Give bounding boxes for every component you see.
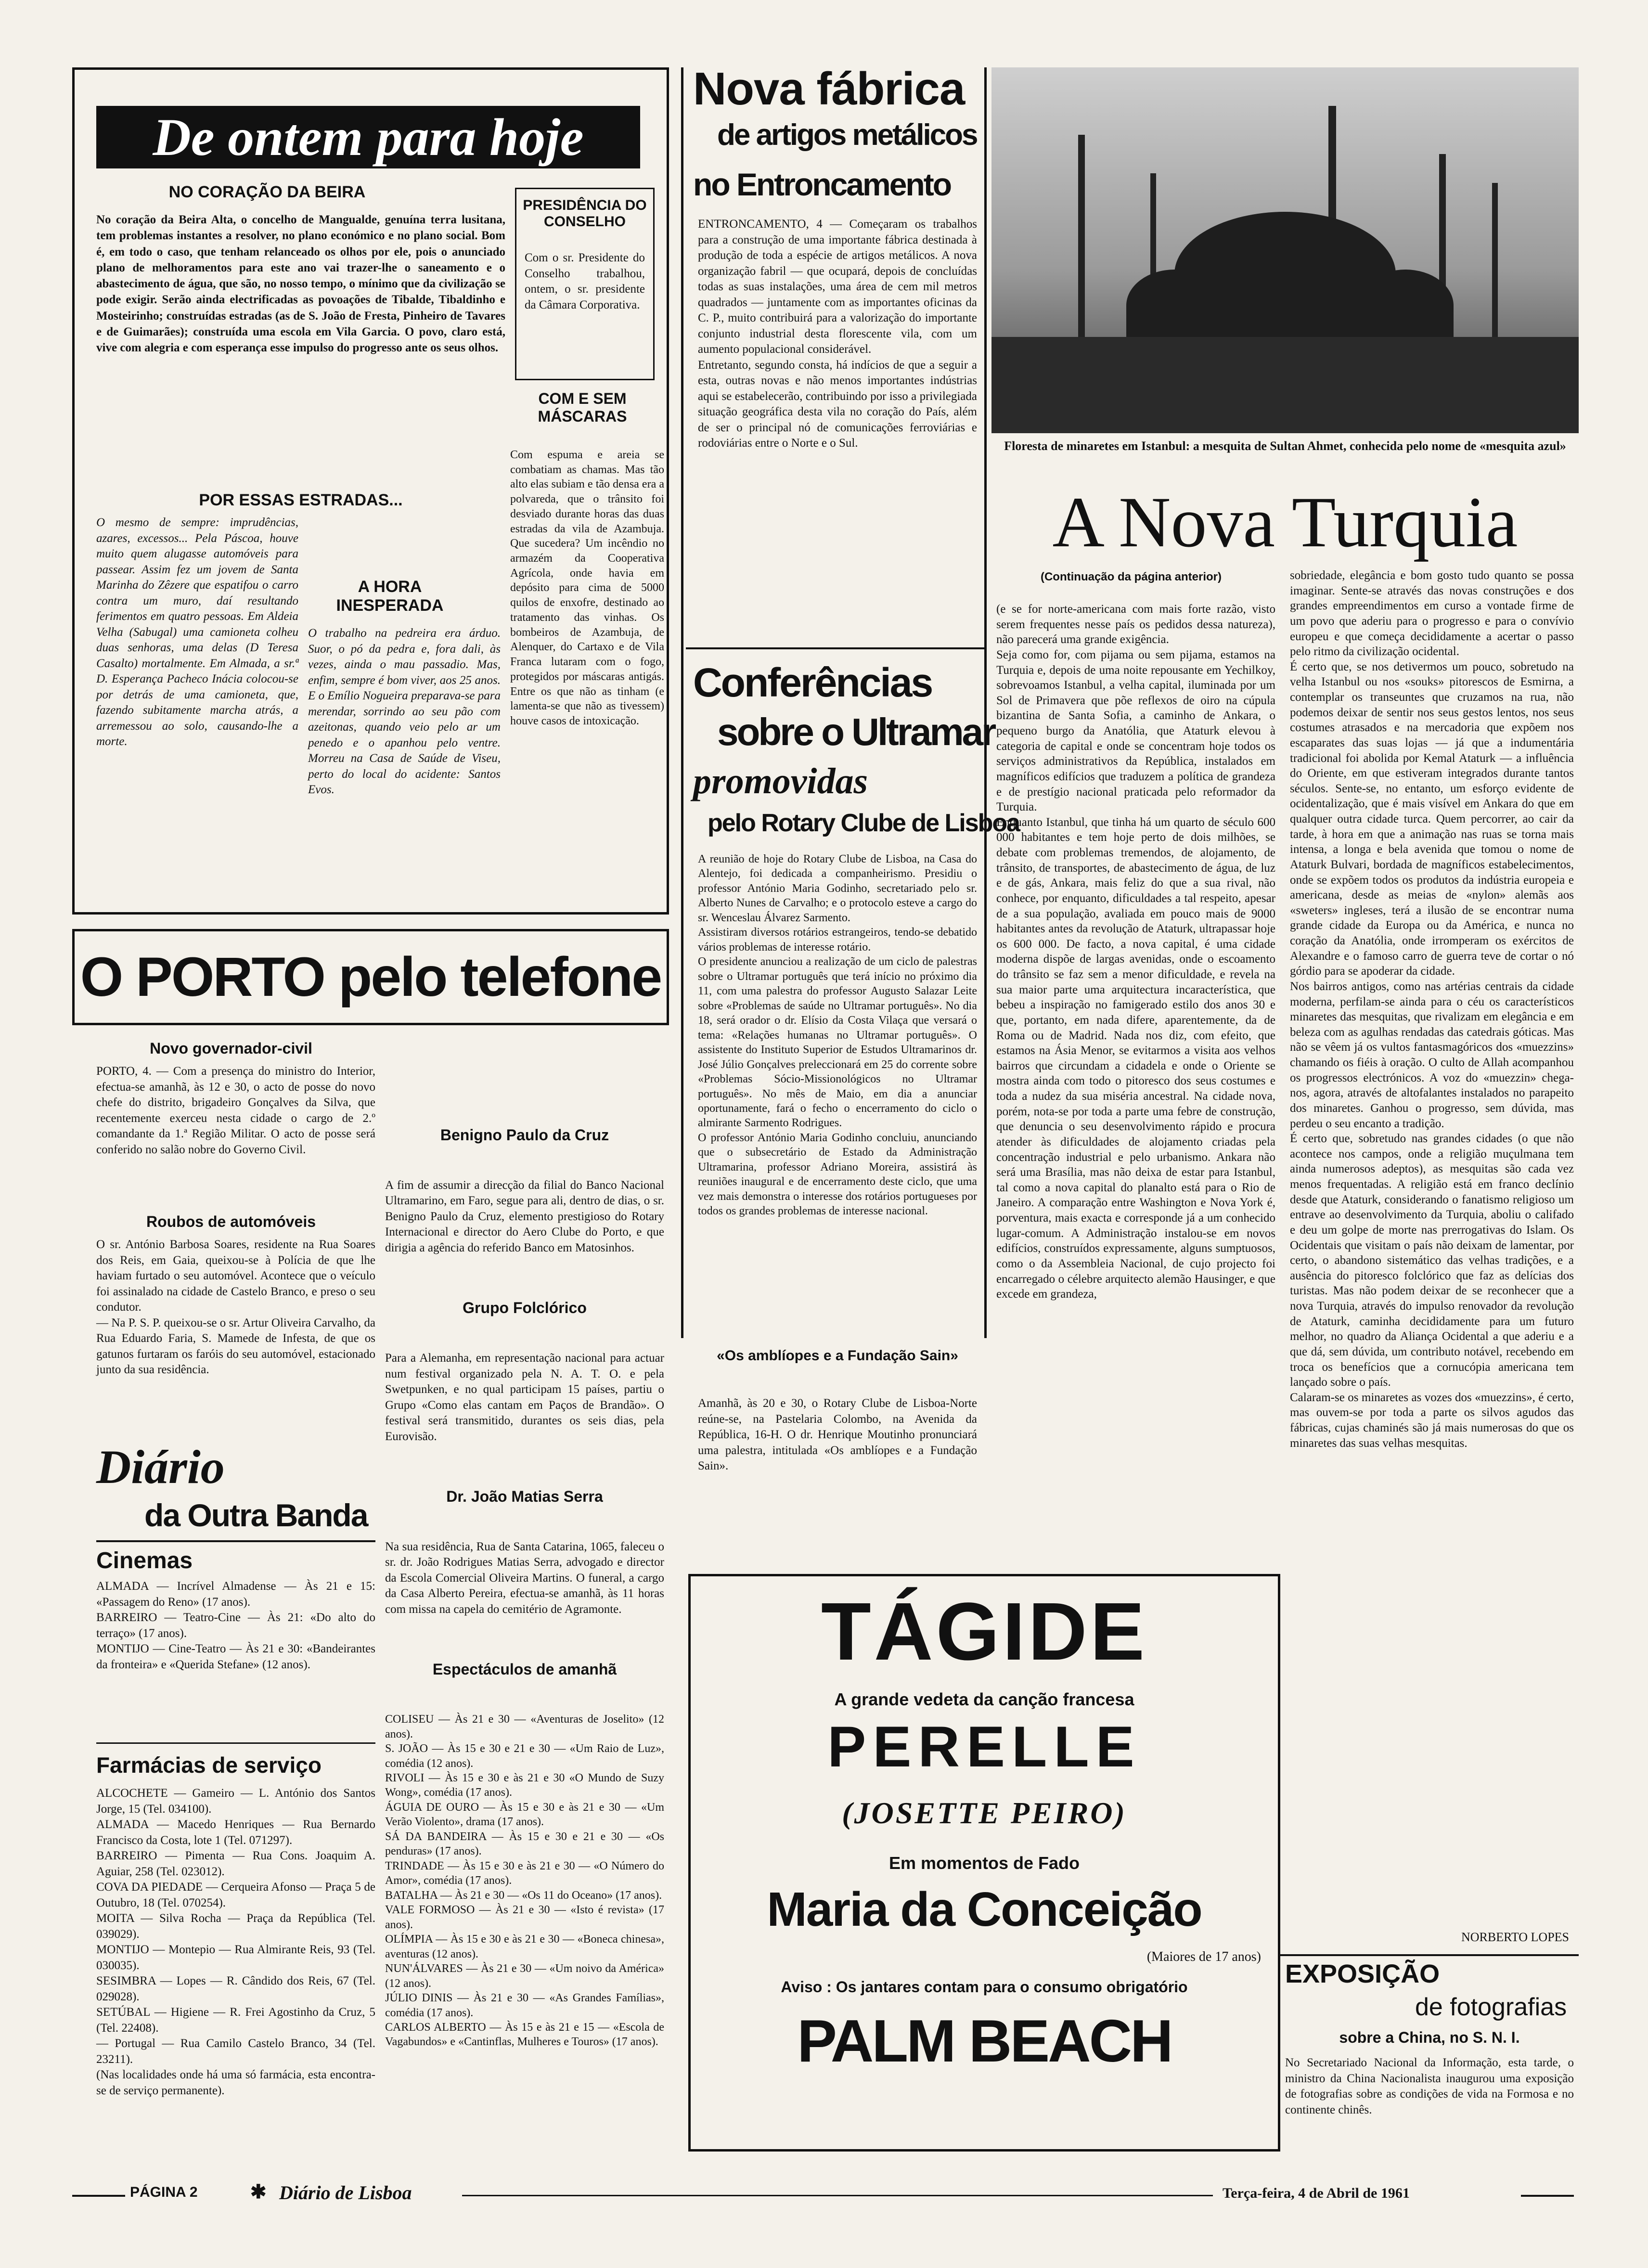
estradas-title: POR ESSAS ESTRADAS... (199, 491, 403, 509)
conf-h4: pelo Rotary Clube de Lisboa (708, 809, 1020, 837)
ad-star3: Maria da Conceição (767, 1882, 1202, 1936)
hora-title: A HORA INESPERADA (336, 578, 444, 615)
conf-h2: sobre o Ultramar (717, 710, 995, 753)
espect-title: Espectáculos de amanhã (432, 1660, 617, 1678)
coracao-text: No coração da Beira Alta, o concelho de Mangualde, genuína terra lusitana, tem problemas instantes a resolver, no plano económico e no plano social. Bom é, em todo o caso, que tenham relanceado os olhos por ele, pois o anunciado plano de melhoramentos para este ano vai trazer-lhe o saneamento e o abastecimento de água, que são, no nosso tempo, o mínimo que da civilização se pode exigir. Serão ainda electrificadas as povoações de Tibalde, Tibaldinho e Mosteirinho; construídas estradas (as de S. João de Fresta, Pinheiro de Tavares e de Guimarães); construída uma escola em Vila Garcia. O povo, claro está, vive com alegria e com esperança esse impulso do progresso ante os seus olhos. (96, 213, 505, 354)
mascaras-text: Com espuma e areia se combatiam as chamas. Mas tão alto elas subiam e tão densa era a polvareda, que o trânsito foi desviado durante horas das duas estradas da vila de Azambuja. Que sucedera? Um incêndio no armazém da Cooperativa Agrícola, onde havia em depósito para cima de 5000 quilos de enxofre, destinado ao tratamento das vinhas. Os bombeiros de Azambuja, de Alenquer, do Cartaxo e de Vila Franca lutaram com o fogo, protegidos por máscaras antigás. Entre os que não as tinham (e lamenta-se que não as tivessem) houve casos de intoxicação. (510, 449, 664, 727)
fabrica-h3: no Entroncamento (693, 167, 951, 202)
expo-rule (1280, 1954, 1579, 1956)
footer-page: PÁGINA 2 (130, 2184, 198, 2200)
expo-text: No Secretariado Nacional da Informação, esta tarde, o ministro da China Nacionalista inaugurou uma exposição de fotografias sobre as condições de vida na Formosa e no continente chinês. (1285, 2056, 1574, 2116)
mosque-photo (991, 67, 1579, 433)
ad-line1: A grande vedeta da canção francesa (834, 1689, 1134, 1709)
joao-text: Na sua residência, Rua de Santa Catarina, 1065, faleceu o sr. dr. João Rodrigues Matias Serra, advogado e director da Escola Comercial Oliveira Martins. O funeral, a cargo da Casa Alberto Pereira, efectua-se amanhã, às 11 horas com missa na capela do cemitério de Agramonte. (385, 1540, 664, 1616)
conf-h1: Conferências (693, 660, 932, 705)
farm-text: ALCOCHETE — Gameiro — L. António dos Santos Jorge, 15 (Tel. 034100). ALMADA — Macedo Henriques — Rua Bernardo Francisco da Costa, lote 1 (Tel. 071297). BARREIRO — Pimenta — Rua Cons. Joaquim A. Aguiar, 258 (Tel. 023012). COVA DA PIEDADE — Cerqueira Afonso — Praça 5 de Outubro, 18 (Tel. 070254). MOITA — Silva Rocha — Praça da República (Tel. 039029). MONTIJO — Montepio — Rua Almirante Reis, 93 (Tel. 030035). SESIMBRA — Lopes — R. Cândido dos Reis, 67 (Tel. 029028). SETÚBAL — Higiene — R. Frei Agostinho da Cruz, 5 (Tel. 22408). — Portugal — Rua Camilo Castelo Branco, 34 (Tel. 23211). (Nas localidades onde há uma só farmácia, esta encontra-se de serviço permanente). (96, 1787, 375, 2097)
roubos-text: O sr. António Barbosa Soares, residente na Rua Soares dos Reis, em Gaia, queixou-se à Polícia de que lhe haviam furtado o seu automóvel. Acontece que o veículo foi assinalado na cidade de Castelo Branco, e preso o seu condutor. — Na P. S. P. queixou-se o sr. Artur Oliveira Carvalho, da Rua Eduardo Faria, S. Mamede de Infesta, de que os gatunos furtaram os faróis do seu automóvel, estacionado junto da sua residência. (96, 1238, 375, 1376)
outra-banda-title1: Diário (96, 1440, 225, 1494)
mid-left-rule (681, 67, 683, 1338)
roubos-title: Roubos de automóveis (146, 1213, 316, 1230)
ad-star: PERELLE (827, 1714, 1141, 1779)
ad-star2: (JOSETTE PEIRO) (842, 1796, 1127, 1830)
grupo-title: Grupo Folclórico (463, 1299, 587, 1316)
fabrica-h1: Nova fábrica (693, 63, 965, 115)
side-dome (1126, 270, 1223, 342)
turquia-col2: sobriedade, elegância e bom gosto tudo quanto se possa imaginar. Sente-se através das novas construções e dos grandes empreendimentos em curso a vontade firme de um povo que aderiu para o progresso e para o convívio europeu e que começa decididamente a acertar o passo pelo ritmo da civilização ocidental. É certo que, se nos detivermos um pouco, sobretudo na velha Istanbul ou nos «souks» pitorescos de Esmirna, a contemplar os transeuntes que cruzamos na rua, não podemos deixar de sentir nos seus gestos lentos, nos seus costumes atrasados e na mercadoria que expõem nos escaparates das suas lojas — já que a indumentária tradicional foi abolida por Kemal Ataturk — a influência do Oriente, em que estiveram integrados durante tantos séculos. Sente-se, no entanto, um esforço evidente de ocidentalização, que é mais visível em Ankara do que em qualquer outra cidade turca. Quem percorrer, ao cair da tarde, à hora em que a animação nas ruas se torna mais intensa, a longa e bela avenida que tomou o nome de Ataturk Bulvari, bordada de magníficos estabelecimentos, onde se expõem todos os produtos da indústria europeia e americana, desde as meias de «nylon» alemãs aos «sweters» ingleses, terá a ilusão de se encontrar numa grande cidade da Europa ou da América, e nunca no coração da Anatólia, onde irromperam os exércitos de Alexandre e o famoso carro de guerra teve de cortar o nó górdio para se apoderar da cidade. Nos bairros antigos, como nas artérias centrais da cidade moderna, perfilam-se ainda para o céu os característicos minaretes das mesquitas, que rivalizam em elegância e em beleza com as agulhas rendadas das catedrais góticas. Mas não se vêem já os vultos fantasmagóricos dos «muezzins» chamando os fiéis à oração. O culto de Allah acompanhou os progressos electrónicos. A voz do «muezzin» chega-nos, agora, através de altofalantes instalados no parapeito dos minaretes. Ganhou o progresso, sem dúvida, mas perdeu o seu encanto a tradição. É certo que, sobretudo nas grandes cidades (o que não acontece nos campos, onde a religião muçulmana tem ainda numerosos adeptos), as mesquitas são cada vez menos frequentadas. A religião está em franco declínio desde que Ataturk, considerando o fanatismo religioso um entrave ao desenvolvimento da Turquia, aboliu o califado e deu um golpe de morte nas prerrogativas do Islam. Os Ocidentais que visitam o país não deixam de lamentar, por certo, o abandono sistemático das velhas tradições, e a ausência do pitoresco folclórico que faz as delícias dos turistas. Mas não podem deixar de se reconhecer que a nova Turquia, através do impulso renovador da revolução de Ataturk, caminha decididamente para um futuro melhor, no quadro da Aliança Ocidental a que aderiu e a que dá, sem dúvida, um contributo notável, recebendo em troca os benefícios que a cornucópia americana tem lançado sobre o país. Calaram-se os minaretes as vozes dos «muezzins», é certo, mas ouvem-se por toda a parte os silvos agudos das fábricas, cujas chaminés são já mais numerosas do que os minaretes das suas velhas mesquitas. (1290, 569, 1574, 1450)
ad-aviso: Aviso : Os jantares contam para o consumo obrigatório (781, 1978, 1188, 1996)
presidencia-text: Com o sr. Presidente do Conselho trabalhou, ontem, o sr. presidente da Câmara Corporativa. (525, 251, 645, 311)
grupo-text: Para a Alemanha, em representação nacional para actuar num festival organizado pela N. A. T. O. e pela Swetpunken, e no qual participam 15 países, partiu o Grupo «Como elas cantam em Paços de Brandão». O festival será transmitido, durantes os seis dias, pela Eurovisão. (385, 1352, 664, 1443)
gov-title: Novo governador-civil (150, 1040, 312, 1057)
gov-text: PORTO, 4. — Com a presença do ministro do Interior, efectua-se amanhã, às 12 e 30, o acto de posse do novo chefe do distrito, brigadeiro Gonçalves da Silva, que recentemente exerceu nesta cidade o cargo de 2.º comandante da 1.ª Região Militar. O acto de posse será conferido no salão nobre do Governo Civil. (96, 1065, 375, 1156)
espect-text: COLISEU — Às 21 e 30 — «Aventuras de Joselito» (12 anos). S. JOÃO — Às 15 e 30 e 21 e 30 — «Um Raio de Luz», comédia (12 anos). RIVOLI — Às 15 e 30 e às 21 e 30 «O Mundo de Suzy Wong», comédia (17 anos). ÁGUIA DE OURO — Às 15 e 30 e às 21 e 30 — «Um Verão Violento», drama (17 anos). SÁ DA BANDEIRA — Às 15 e 30 e 21 e 30 — «Os penduras» (17 anos). TRINDADE — Às 15 e 30 e às 21 e 30 — «O Número do Amor», comédia (17 anos). BATALHA — Às 21 e 30 — «Os 11 do Oceano» (17 anos). VALE FORMOSO — Às 21 e 30 — «Isto é revista» (17 anos). OLÍMPIA — Às 15 e 30 e às 21 e 30 — «Boneca chinesa», aventuras (12 anos). NUN'ÁLVARES — Às 21 e 30 — «Um noivo da América» (12 anos). JÚLIO DINIS — Às 21 e 30 — «As Grandes Famílias», comédia (17 anos). CARLOS ALBERTO — Às 15 e às 21 e 15 — «Escola de Vagabundos» e «Cantinflas, Mulheres e Touros» (17 anos). (385, 1713, 664, 2049)
joao-title: Dr. João Matias Serra (446, 1487, 603, 1505)
ambliopes-text: Amanhã, às 20 e 30, o Rotary Clube de Lisboa-Norte reúne-se, na Pastelaria Colombo, na Avenida da República, 16-H. O dr. Henrique Moutinho pronunciará uma palestra, intitulada «Os amblíopes e a Fundação Sain». (698, 1397, 980, 1472)
ambliopes-title: «Os amblíopes e a Fundação Sain» (717, 1348, 958, 1364)
footer-rule-mid (462, 2195, 1213, 2196)
photo-ground (991, 337, 1579, 433)
footer-star: ✱ (250, 2181, 267, 2203)
mid-right-rule (984, 67, 987, 1338)
turquia-author: NORBERTO LOPES (1461, 1930, 1569, 1944)
farm-title: Farmácias de serviço (96, 1753, 322, 1778)
turquia-subtitle: (Continuação da página anterior) (1040, 570, 1222, 583)
footer-rule-right (1521, 2195, 1574, 2197)
footer-rule-left (72, 2195, 125, 2197)
cinemas-text: ALMADA — Incrível Almadense — Às 21 e 15: «Passagem do Reno» (17 anos). BARREIRO — Teatro-Cine — Às 21: «Do alto do terraço» (17 anos). MONTIJO — Cine-Teatro — Às 21 e 30: «Bandeirantes da fronteira» e «Querida Stefane» (12 anos). (96, 1580, 375, 1671)
expo-subtitle: de fotografias (1415, 1993, 1567, 2021)
expo-title: EXPOSIÇÃO (1285, 1959, 1440, 1988)
photo-caption: Floresta de minaretes em Istanbul: a mesquita de Sultan Ahmet, conhecida pelo nome de «mesquita azul» (1004, 439, 1566, 453)
porto-banner: O PORTO pelo telefone (80, 946, 661, 1008)
footer-paper: Diário de Lisboa (279, 2182, 412, 2204)
porto-col2 (385, 1035, 664, 2142)
tagide-title: TÁGIDE (821, 1586, 1148, 1677)
benigno-text: A fim de assumir a direcção da filial do Banco Nacional Ultramarino, em Faro, segue para ali, dentro de dias, o sr. Benigno Paulo da Cruz, elemento prestigioso do Rotary Internacional e director do Aero Clube do Porto, e que dirigia a agência do referido Banco em Matosinhos. (385, 1178, 664, 1254)
expo-sub2: sobre a China, no S. N. I. (1339, 2029, 1520, 2046)
fabrica-h2: de artigos metálicos (717, 118, 977, 152)
ad-age: (Maiores de 17 anos) (1146, 1949, 1261, 1964)
footer-date: Terça-feira, 4 de Abril de 1961 (1223, 2185, 1410, 2201)
de-ontem-banner: De ontem para hoje (96, 106, 640, 168)
benigno-title: Benigno Paulo da Cruz (440, 1126, 609, 1144)
cinemas-title: Cinemas (96, 1548, 193, 1573)
ad-venue: PALM BEACH (797, 2008, 1172, 2075)
outra-banda-title2: da Outra Banda (144, 1497, 368, 1533)
conf-text: A reunião de hoje do Rotary Clube de Lisboa, na Casa do Alentejo, foi dedicada a companheirismo. Presidiu o professor António Maria Godinho, secretariado pelo sr. Alberto Nunes de Carvalho; e o protocolo esteve a cargo do sr. Wenceslau Álvarez Sarmento. Assistiram diversos rotários estrangeiros, tendo-se debatido vários problemas de interesse rotário. O presidente anunciou a realização de um ciclo de palestras sobre o Ultramar português que terá início no próximo dia 11, com uma palestra do professor Augusto Salazar Leite sobre «Problemas de saúde no Ultramar português». No dia 18, será orador o dr. Elísio da Costa Vilaça que versará o tema: «Relações humanas no Ultramar português». O assistente do Instituto Superior de Estudos Ultramarinos dr. José Júlio Gonçalves preleccionará em 25 do corrente sobre «Problemas Sócio-Missionológicos no Ultramar português». No mês de Maio, em dia a anunciar oportunamente, fará o fecho o encerramento do ciclo o almirante Sarmento Rodrigues. O professor António Maria Godinho concluiu, anunciando que o subsecretário de Estado da Administração Ultramarina, professor Adriano Moreira, assistirá às reuniões inaugural e de encerramento deste ciclo, que uma vez mais demonstra o interesse dos rotários portugueses por todos os grandes problemas de interesse nacional. (698, 853, 977, 1218)
ad-line2: Em momentos de Fado (888, 1853, 1080, 1873)
presidencia-title: PRESIDÊNCIA DO CONSELHO (523, 197, 647, 230)
fabrica-text: ENTRONCAMENTO, 4 — Começaram os trabalhos para a construção de uma importante fábrica destinada à produção de toda a espécie de artigos metálicos. A nova organização fabril — que ocupará, depois de concluídas todas as suas instalações, uma área de cem mil metros quadrados — juntamente com as importantes oficinas da C. P., muito contribuirá para a valorização do importante conjunto industrial desta florescente vila, com um aumento populacional considerável. Entretanto, segundo consta, há indícios de que a seguir a esta, outras novas e não menos importantes indústrias aqui se estabelecerão, contribuindo por isso a privilegiada situação geográfica desta vila no coração do País, além de ser o principal nó de comunicações ferroviárias e rodoviárias entre o Norte e o Sul. (698, 218, 977, 450)
outra-banda-rule (96, 1540, 375, 1542)
turquia-title: A Nova Turquia (1052, 482, 1518, 562)
farm-rule (96, 1742, 375, 1744)
mascaras-title: COM E SEM MÁSCARAS (538, 390, 627, 425)
turquia-col1: (e se for norte-americana com mais forte razão, visto serem frequentes nesse país os pedidos dessa natureza), não parecerá uma grande exigência. Seja como for, com pijama ou sem pijama, estamos na Turquia e, depois de uma noite repousante em Yechilkoy, sobrevoamos Istanbul, a velha capital, iluminada por um Sol de Primavera que põe reflexos de oiro na cúpula bizantina de Santa Sofia, a caminho de Ankara, o pequeno burgo da Anatólia, que Ataturk elevou à categoria de capital e onde se concentram hoje todos os serviços administrativos da República, instalados em magníficos edifícios que traduzem a política de grandeza e de prestígio nacional praticada pelo reformador da Turquia. Enquanto Istanbul, que tinha há um quarto de século 600 000 habitantes e tem hoje perto de dois milhões, se debate com problemas tremendos, de alojamento, de trânsito, de transportes, de abastecimento de água, de luz e de gás, Ankara, mais feliz do que a sua rival, não conhece, por enquanto, dificuldades a tal respeito, apesar de a sua população, avaliada em pouco mais de 9000 habitantes antes da revolução de Ataturk, ultrapassar hoje os 600 000. De facto, a nova capital, é uma cidade moderna dispõe de largas avenidas, onde o escoamento do trânsito se faz sem a menor dificuldade, e revela na sua maior parte uma arquitectura incaracterística, que bebeu a inspiração no famigerado estilo dos anos 30 e que, portanto, em nada difere, aparentemente, da de Roma ou de Madrid. Nada nos diz, com efeito, que estamos na Ásia Menor, se evitarmos a visita aos velhos bairros que circundam a cidadela e onde o Oriente se mostra ainda com todo o pitoresco dos seus costumes e toda a nudez da sua miséria ancestral. Na cidade nova, porém, nota-se por toda a parte uma febre de construção, que denuncia o seu desenvolvimento rápido e procura atender às dificuldades de alojamento criadas pela concentração industrial e pelo urbanismo. Ankara não será uma Brasília, mas não deixa de estar para Istanbul, tal como a nova capital do planalto está para o Rio de Janeiro. A comparação entre Washington e Nova York é, porventura, mais exacta e corresponde já a um conhecido lugar-comum. A Administração instalou-se em novos edifícios, construídos expressamente, alguns sumptuosos, como o da Assembleia Nacional, de cujo projecto foi encarregado o célebre arquitecto alemão Hausinger, e que excede em grandeza, (996, 603, 1275, 1301)
estradas-text: O mesmo de sempre: imprudências, azares, excessos... Pela Páscoa, houve muito quem alugasse automóveis para passear. Assim fez um jovem de Santa Marinha do Zêzere que espatifou o carro contra um muro, daí resultando ferimentos em quatro pessoas. Em Aldeia Velha (Sabugal) uma camioneta colheu duas senhoras, uma delas (D Teresa Casalto) mortalmente. Em Almada, a sr.ª D. Esperança Pacheco Inácia colocou-se por detrás de uma camioneta, que, fazendo subitamente marcha atrás, a arremessou ao solo, causando-lhe a morte. (96, 516, 298, 748)
conf-rule (686, 647, 984, 649)
conf-h3: promovidas (693, 761, 868, 801)
side-dome (1357, 270, 1454, 342)
coracao-title: NO CORAÇÃO DA BEIRA (168, 183, 366, 201)
hora-text: O trabalho na pedreira era árduo. Suor, o pó da pedra e, fora dali, às vezes, ainda o mau passadio. Mas, enfim, sempre é bom viver, aos 25 anos. E o Emílio Nogueira preparava-se para merendar, sorrindo ao seu pão com azeitonas, quando veio pelo ar um penedo e o apanhou pelo ventre. Morreu na Casa de Saúde de Viseu, perto do local do acidente: Santos Evos. (308, 627, 501, 796)
